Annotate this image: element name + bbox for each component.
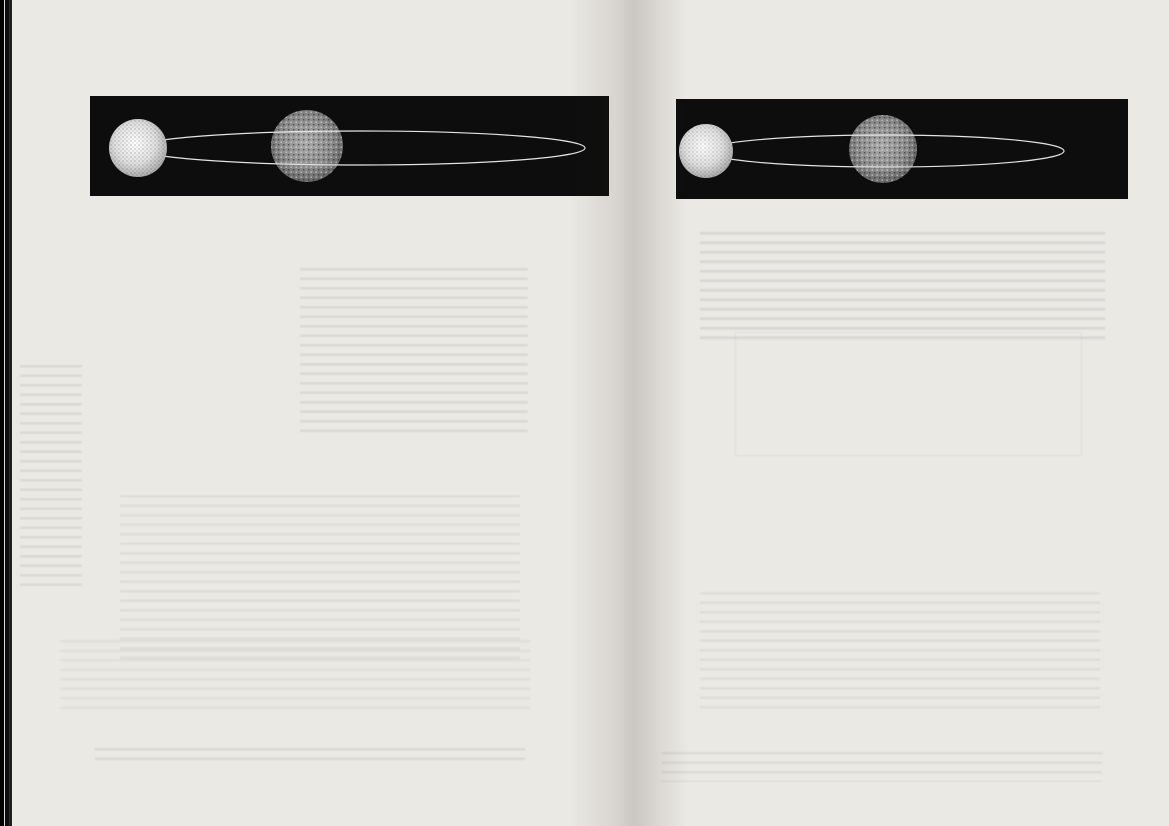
residuals-plot-visual	[683, 480, 1123, 728]
binary-star-model-image	[676, 99, 1128, 199]
scan-edge	[0, 0, 12, 826]
book-gutter-shadow	[568, 0, 688, 826]
lightcurve-plot-visual	[683, 223, 1123, 458]
